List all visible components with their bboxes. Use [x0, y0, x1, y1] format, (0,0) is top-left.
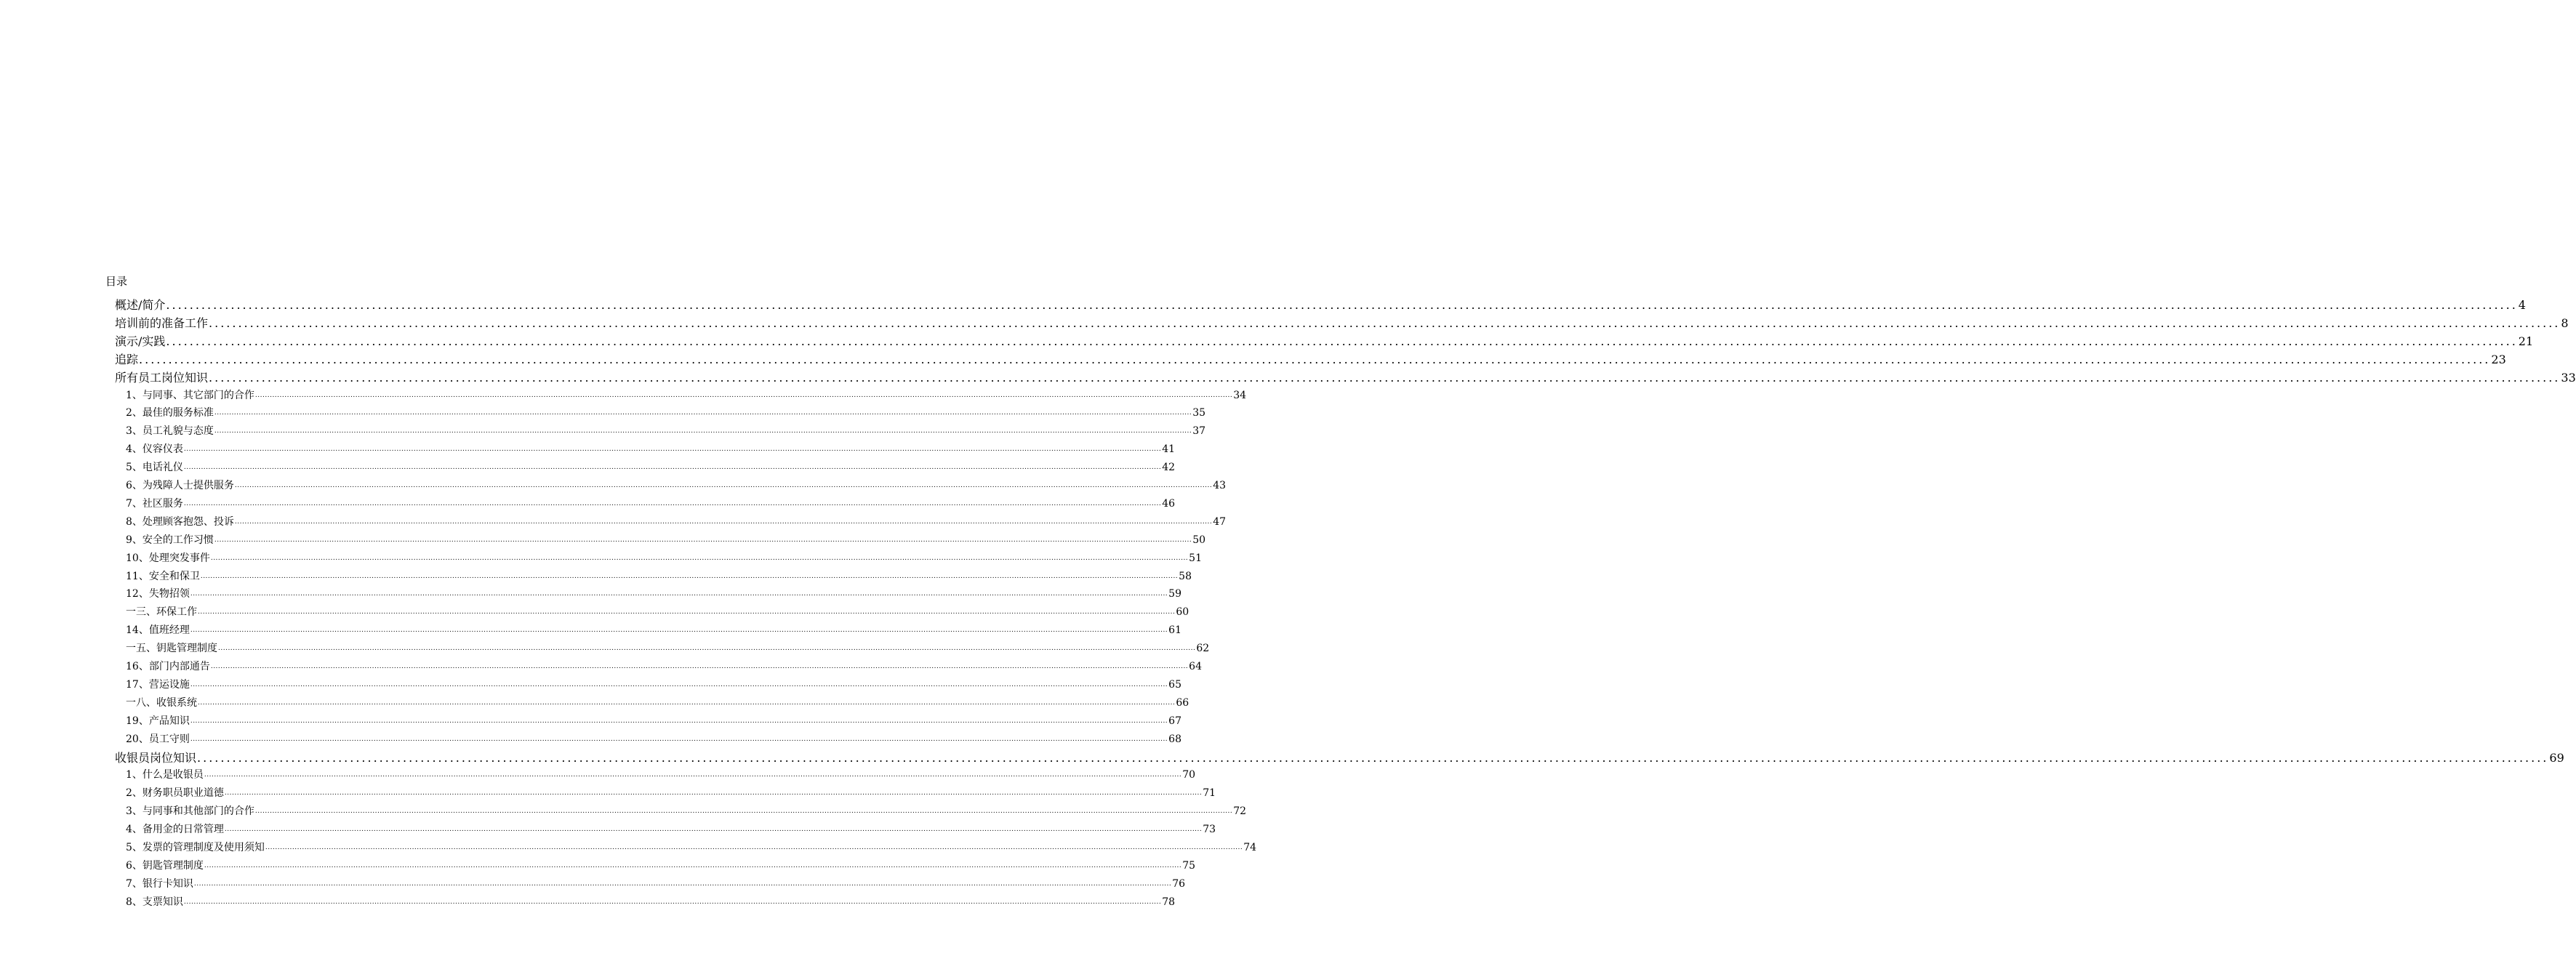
toc-entry-section[interactable] — [126, 604, 1189, 620]
toc-entry-section[interactable] — [126, 532, 1206, 548]
toc-entry-label: 4、仪容仪表 — [126, 443, 183, 456]
toc-entry-page-number: 74 — [1243, 842, 1257, 853]
toc-entry-section[interactable] — [126, 713, 1181, 729]
toc-entry-page-number: 78 — [1162, 896, 1176, 908]
toc-entry-section[interactable] — [126, 821, 1216, 837]
toc-entry-section[interactable] — [126, 695, 1189, 711]
toc-entry-page-number: 62 — [1196, 643, 1210, 655]
toc-entry-section[interactable] — [126, 858, 1196, 874]
toc-entry-chapter[interactable] — [115, 315, 2569, 332]
dot-leader: ................................................................................................................................................................................................................................................................................................................................................................................................................ — [190, 627, 1168, 635]
dot-leader: ................................................................................................................................................................................................................................................................................................................................................................................................................ — [204, 771, 1182, 779]
toc-entry-chapter[interactable] — [115, 297, 2526, 314]
toc-entry-page-number: 23 — [2491, 352, 2506, 366]
toc-entry-label: 16、部门内部通告 — [126, 661, 210, 672]
dot-leader: ................................................................................................................................................................................................................................................................................................................................................................................................................ — [183, 446, 1162, 454]
toc-entry-page-number: 71 — [1203, 787, 1216, 800]
toc-entry-section[interactable] — [126, 441, 1176, 457]
toc-entry-label: 1、什么是收银员 — [126, 769, 204, 781]
toc-entry-section[interactable] — [126, 514, 1227, 530]
toc-entry-section[interactable] — [126, 640, 1210, 656]
toc-entry-label: 12、失物招领 — [126, 588, 190, 600]
toc-entry-section[interactable] — [126, 586, 1181, 602]
dot-leader: ................................................................................................................................................................................................................................................................................................................................................................................................................ — [190, 735, 1168, 743]
dot-leader: ................................................................................................................................................................................................................................................................................................................................................................................................................ — [209, 315, 2561, 330]
toc-entry-page-number: 65 — [1168, 678, 1181, 691]
toc-entry-chapter[interactable] — [115, 333, 2534, 350]
dot-leader: ................................................................................................................................................................................................................................................................................................................................................................................................................ — [190, 590, 1168, 598]
toc-entry-label: 1、与同事、其它部门的合作 — [126, 389, 254, 401]
toc-entry-page-number: 33 — [2561, 370, 2576, 385]
dot-leader: ................................................................................................................................................................................................................................................................................................................................................................................................................ — [183, 499, 1162, 507]
toc-title: 目录 — [105, 275, 128, 288]
toc-entry-label: 5、电话礼仪 — [126, 462, 183, 474]
toc-entry-label: 5、发票的管理制度及使用须知 — [126, 842, 265, 853]
dot-leader: ................................................................................................................................................................................................................................................................................................................................................................................................................ — [214, 409, 1192, 417]
toc-entry-label: 2、财务职员职业道德 — [126, 787, 224, 800]
dot-leader: ................................................................................................................................................................................................................................................................................................................................................................................................................ — [254, 808, 1233, 816]
dot-leader: ................................................................................................................................................................................................................................................................................................................................................................................................................ — [166, 298, 2518, 312]
toc-entry-label: 概述/简介 — [115, 298, 166, 312]
toc-entry-page-number: 34 — [1233, 389, 1247, 401]
toc-entry-label: 3、员工礼貌与态度 — [126, 425, 214, 438]
toc-entry-label: 4、备用金的日常管理 — [126, 824, 224, 836]
dot-leader: ................................................................................................................................................................................................................................................................................................................................................................................................................ — [198, 699, 1176, 707]
dot-leader: ................................................................................................................................................................................................................................................................................................................................................................................................................ — [224, 789, 1203, 797]
dot-leader: ................................................................................................................................................................................................................................................................................................................................................................................................................ — [218, 645, 1196, 653]
dot-leader: ................................................................................................................................................................................................................................................................................................................................................................................................................ — [197, 750, 2549, 765]
toc-entry-label: 6、钥匙管理制度 — [126, 859, 204, 872]
toc-entry-page-number: 37 — [1192, 425, 1206, 438]
toc-entry-page-number: 50 — [1192, 534, 1206, 546]
toc-entry-label: 7、社区服务 — [126, 497, 183, 510]
toc-entry-page-number: 46 — [1162, 497, 1176, 510]
toc-entry-page-number: 47 — [1213, 515, 1227, 528]
toc-entry-section[interactable] — [126, 785, 1216, 801]
dot-leader: ................................................................................................................................................................................................................................................................................................................................................................................................................ — [234, 518, 1213, 526]
toc-entry-page-number: 4 — [2518, 298, 2526, 312]
dot-leader: ................................................................................................................................................................................................................................................................................................................................................................................................................ — [183, 464, 1162, 472]
dot-leader: ................................................................................................................................................................................................................................................................................................................................................................................................................ — [210, 554, 1189, 562]
toc-entry-label: 3、与同事和其他部门的合作 — [126, 805, 254, 818]
toc-entry-page-number: 42 — [1162, 462, 1176, 474]
toc-entry-page-number: 8 — [2561, 315, 2569, 330]
dot-leader: ................................................................................................................................................................................................................................................................................................................................................................................................................ — [190, 717, 1168, 725]
dot-leader: ................................................................................................................................................................................................................................................................................................................................................................................................................ — [254, 391, 1233, 399]
dot-leader: ................................................................................................................................................................................................................................................................................................................................................................................................................ — [210, 663, 1189, 670]
toc-entry-section[interactable] — [126, 840, 1257, 856]
toc-entry-section[interactable] — [126, 423, 1206, 439]
dot-leader: ................................................................................................................................................................................................................................................................................................................................................................................................................ — [166, 334, 2518, 348]
toc-entry-label: 一五、钥匙管理制度 — [126, 643, 217, 655]
toc-entry-label: 9、安全的工作习惯 — [126, 534, 214, 546]
toc-entry-page-number: 70 — [1182, 769, 1196, 781]
toc-entry-chapter[interactable] — [115, 351, 2506, 369]
dot-leader: ................................................................................................................................................................................................................................................................................................................................................................................................................ — [209, 370, 2561, 385]
toc-entry-section[interactable] — [126, 767, 1196, 783]
toc-entry-section[interactable] — [126, 803, 1247, 819]
toc-entry-label: 17、营运设施 — [126, 678, 190, 691]
dot-leader: ................................................................................................................................................................................................................................................................................................................................................................................................................ — [200, 572, 1179, 580]
dot-leader: ................................................................................................................................................................................................................................................................................................................................................................................................................ — [265, 844, 1243, 851]
toc-entry-label: 11、安全和保卫 — [126, 570, 200, 582]
dot-leader: ................................................................................................................................................................................................................................................................................................................................................................................................................ — [183, 898, 1162, 906]
toc-entry-page-number: 73 — [1203, 824, 1216, 836]
toc-entry-label: 19、产品知识 — [126, 715, 190, 727]
dot-leader: ................................................................................................................................................................................................................................................................................................................................................................................................................ — [234, 482, 1213, 489]
toc-entry-label: 20、员工守则 — [126, 733, 190, 745]
toc-entry-page-number: 68 — [1168, 733, 1181, 745]
toc-entry-page-number: 60 — [1176, 606, 1189, 619]
toc-entry-label: 7、银行卡知识 — [126, 877, 193, 890]
toc-entry-section[interactable] — [126, 731, 1181, 747]
toc-entry-section[interactable] — [126, 876, 1186, 892]
toc-entry-section[interactable] — [126, 478, 1227, 494]
toc-entry-section[interactable] — [126, 496, 1176, 512]
toc-entry-label: 6、为残障人士提供服务 — [126, 480, 234, 491]
toc-entry-label: 2、最佳的服务标准 — [126, 407, 214, 419]
toc-entry-chapter[interactable] — [115, 749, 2564, 767]
toc-entry-page-number: 67 — [1168, 715, 1181, 727]
toc-entry-section[interactable] — [126, 568, 1192, 584]
toc-entry-page-number: 35 — [1192, 407, 1206, 419]
toc-entry-label: 追踪 — [115, 352, 139, 366]
toc-entry-page-number: 43 — [1213, 480, 1227, 491]
toc-entry-page-number: 59 — [1168, 588, 1181, 600]
dot-leader: ................................................................................................................................................................................................................................................................................................................................................................................................................ — [204, 861, 1182, 869]
toc-entry-section[interactable] — [126, 405, 1206, 421]
toc-entry-section[interactable] — [126, 387, 1247, 403]
toc-entry-page-number: 66 — [1176, 696, 1189, 709]
dot-leader: ................................................................................................................................................................................................................................................................................................................................................................................................................ — [214, 536, 1192, 544]
toc-entry-page-number: 64 — [1189, 661, 1202, 672]
toc-entry-section[interactable] — [126, 622, 1181, 638]
toc-entry-label: 14、值班经理 — [126, 624, 190, 637]
toc-entry-label: 8、支票知识 — [126, 896, 183, 908]
toc-entry-section[interactable] — [126, 894, 1176, 910]
toc-entry-page-number: 58 — [1179, 570, 1192, 582]
dot-leader: ................................................................................................................................................................................................................................................................................................................................................................................................................ — [198, 608, 1176, 616]
dot-leader: ................................................................................................................................................................................................................................................................................................................................................................................................................ — [214, 427, 1192, 435]
dot-leader: ................................................................................................................................................................................................................................................................................................................................................................................................................ — [193, 880, 1172, 888]
toc-entry-chapter[interactable] — [115, 369, 2576, 387]
toc-entry-page-number: 75 — [1182, 859, 1196, 872]
toc-entry-page-number: 76 — [1172, 877, 1186, 890]
toc-entry-section[interactable] — [126, 659, 1202, 675]
toc-entry-section[interactable] — [126, 550, 1202, 566]
toc-entry-label: 所有员工岗位知识 — [115, 370, 209, 385]
toc-entry-page-number: 21 — [2518, 334, 2534, 348]
toc-entry-label: 10、处理突发事件 — [126, 552, 210, 564]
toc-entry-page-number: 72 — [1233, 805, 1247, 818]
toc-entry-page-number: 69 — [2549, 750, 2564, 765]
toc-entry-label: 一三、环保工作 — [126, 606, 197, 619]
toc-entry-label: 培训前的准备工作 — [115, 315, 209, 330]
toc-entry-label: 演示/实践 — [115, 334, 166, 348]
toc-entry-page-number: 51 — [1189, 552, 1202, 564]
dot-leader: ................................................................................................................................................................................................................................................................................................................................................................................................................ — [139, 352, 2491, 366]
dot-leader: ................................................................................................................................................................................................................................................................................................................................................................................................................ — [224, 826, 1203, 834]
toc-entry-page-number: 61 — [1168, 624, 1181, 637]
dot-leader: ................................................................................................................................................................................................................................................................................................................................................................................................................ — [190, 680, 1168, 688]
toc-entry-label: 8、处理顾客抱怨、投诉 — [126, 515, 234, 528]
toc-entry-section[interactable] — [126, 459, 1176, 475]
toc-entry-label: 一八、收银系统 — [126, 696, 197, 709]
toc-entry-page-number: 41 — [1162, 443, 1176, 456]
toc-entry-label: 收银员岗位知识 — [115, 750, 197, 765]
toc-entry-section[interactable] — [126, 677, 1181, 693]
